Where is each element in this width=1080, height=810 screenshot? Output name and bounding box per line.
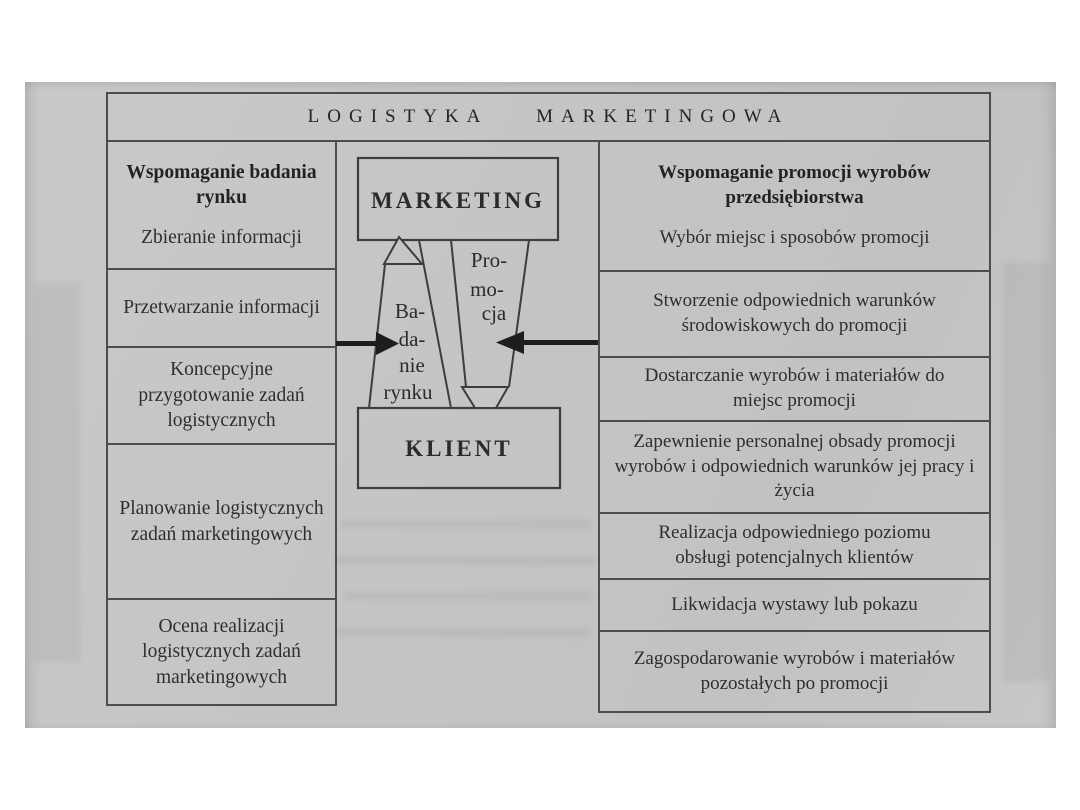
left-item-text: Planowanie logistycznych zadań marketingowych (119, 498, 324, 545)
left-item-text: Ocena realizacji logistycznych zadań marketingowych (142, 615, 301, 688)
diagram-title-bar (106, 92, 991, 142)
left-flow-arrow (336, 332, 399, 355)
bleed-through-smudge (1002, 262, 1050, 682)
left-cell (108, 600, 335, 704)
right-cell (600, 272, 989, 358)
badanie-label-line: Ba- (394, 299, 426, 323)
right-column (598, 140, 991, 713)
left-cell-research-support (108, 142, 335, 270)
right-cell (600, 632, 989, 711)
left-item-text: Zbieranie informacji (141, 227, 302, 248)
right-item-text: Zagospodarowanie wyrobów i materiałów pozostałych po promocji (633, 647, 956, 694)
badanie-label-line: da- (398, 327, 426, 351)
right-arrowhead-icon (376, 332, 399, 355)
promocja-label-line: cja (481, 301, 507, 325)
left-column (106, 140, 337, 706)
bleed-through-smudge (33, 282, 81, 662)
klient-box-label: KLIENT (405, 436, 513, 461)
right-item-text: Dostarczanie wyrobów i materiałów do miejsc promocji (644, 365, 945, 411)
badanie-label-line: nie (399, 353, 425, 377)
center-diagram (336, 140, 598, 713)
right-item-text: Realizacja odpowiedniego poziomu obsługi potencjalnych klientów (658, 522, 931, 568)
left-cell (108, 348, 335, 445)
right-cell (600, 514, 989, 580)
diagram-title: LOGISTYKA MARKETINGOWA (307, 106, 790, 127)
right-cell (600, 358, 989, 422)
badanie-label-line: rynku (383, 380, 433, 404)
right-item-text: Zapewnienie personalnej obsady promocji wyrobów i odpowiednich warunków jej pracy i życia (614, 430, 975, 502)
left-item-text: Koncepcyjne przygotowanie zadań logistycznych (138, 359, 305, 432)
left-column-header: Wspomaganie badania rynku (126, 161, 317, 208)
promocja-label-line: mo- (470, 277, 504, 301)
marketing-box-label: MARKETING (371, 188, 545, 213)
down-arrowhead-icon (462, 387, 508, 408)
right-item-text: Likwidacja wystawy lub pokazu (671, 593, 918, 615)
left-item-text: Przetwarzanie informacji (123, 297, 320, 319)
right-item-text: Stworzenie odpowiednich warunków środowiskowych do promocji (653, 290, 936, 336)
left-cell (108, 270, 335, 348)
right-cell (600, 580, 989, 632)
promocja-label-line: Pro- (470, 248, 508, 272)
left-arrowhead-icon (496, 331, 524, 354)
left-cell (108, 445, 335, 600)
right-cell-promotion-support (600, 142, 989, 272)
right-item-text: Wybór miejsc i sposobów promocji (659, 227, 930, 249)
right-flow-arrow (496, 331, 598, 354)
right-cell (600, 422, 989, 514)
right-column-header: Wspomaganie promocji wyrobów przedsiębiorstwa (658, 161, 931, 208)
